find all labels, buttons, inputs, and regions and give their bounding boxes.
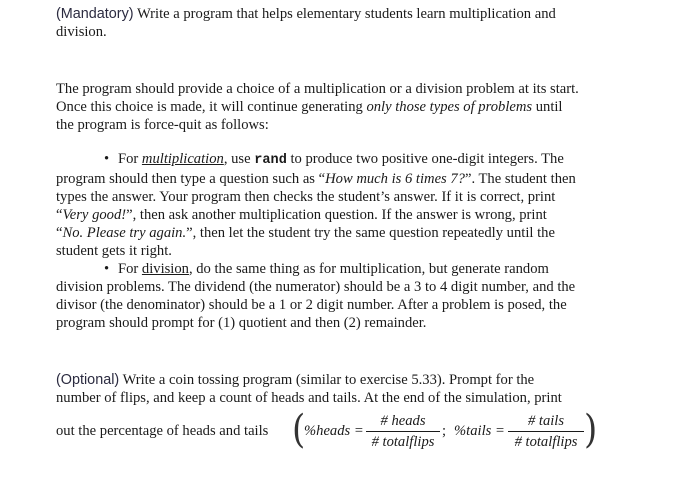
- paragraph-line1: The program should provide a choice of a multiplication or a division problem at its start.: [56, 81, 579, 97]
- description-paragraph: [56, 80, 646, 134]
- div-line2: division problems. The dividend (the numerator) should be a 3 to 4 digit number, and the: [56, 279, 576, 295]
- optional-tag: (Optional): [56, 372, 120, 388]
- bullet-dot-icon: •: [104, 151, 110, 167]
- mult-line5-b: ”, then let the student try the same question repeatedly until the: [186, 225, 555, 241]
- paragraph-line2-c: until: [532, 99, 563, 115]
- mult-question: How much is 6 times 7?: [325, 171, 465, 187]
- formula-heads-numerator: # heads: [366, 412, 440, 432]
- formula-tails-fraction: [508, 412, 584, 451]
- mult-line3: types the answer. Your program then checks the student’s answer. If it is correct, print: [56, 189, 556, 205]
- mult-line6: student gets it right.: [56, 243, 172, 259]
- div-line1-end: , do the same thing as for multiplication, but generate random: [188, 261, 549, 277]
- paragraph-line2-a: Once this choice is made, it will continue generating: [56, 99, 367, 115]
- optional-line2: number of flips, and keep a count of heads and tails. At the end of the simulation, print: [56, 390, 562, 406]
- mult-line4-a: “: [56, 207, 63, 223]
- div-prefix: For: [118, 261, 142, 277]
- mult-very-good: Very good!: [62, 207, 127, 223]
- mult-line2-b: ”. The student then: [464, 171, 576, 187]
- formula-tails-denominator: # totalflips: [514, 434, 578, 450]
- optional-line1: Write a coin tossing program (similar to exercise 5.33). Prompt for the: [122, 372, 535, 388]
- optional-line3: out the percentage of heads and tails: [56, 423, 269, 439]
- div-term: division: [141, 261, 189, 277]
- formula-tails-numerator: # tails: [508, 412, 584, 432]
- mult-line5-a: “: [56, 225, 63, 241]
- mandatory-tag: (Mandatory): [56, 6, 134, 22]
- bullet-multiplication: [56, 150, 646, 170]
- mult-mid: , use: [223, 151, 255, 167]
- formula-tails-lhs: %tails =: [454, 423, 505, 439]
- formula-open-paren: (: [292, 407, 306, 453]
- formula-close-paren: ): [584, 407, 598, 453]
- formula-separator: ;: [442, 423, 447, 439]
- mult-line4-b: ”, then ask another multiplication question. If the answer is wrong, print: [126, 207, 547, 223]
- paragraph-line2-emphasis: only those types of problems: [366, 99, 533, 115]
- mandatory-intro-line1: Write a program that helps elementary students learn multiplication and: [136, 6, 556, 22]
- mult-line1-end: to produce two positive one-digit integers. The: [286, 151, 564, 167]
- bullet-division: [56, 260, 646, 278]
- formula-heads-fraction: [366, 412, 440, 451]
- code-rand: rand: [254, 153, 287, 168]
- bullet-dot-icon: •: [104, 261, 110, 277]
- mandatory-section: [56, 5, 646, 41]
- paragraph-line3: the program is force-quit as follows:: [56, 117, 269, 133]
- mult-prefix: For: [118, 151, 142, 167]
- div-line4: program should prompt for (1) quotient and then (2) remainder.: [56, 315, 427, 331]
- formula-heads-denominator: # totalflips: [371, 434, 435, 450]
- optional-section: [56, 371, 646, 407]
- formula-heads-lhs: %heads =: [304, 423, 364, 439]
- div-line3: divisor (the denominator) should be a 1 or 2 digit number. After a problem is posed, the: [56, 297, 567, 313]
- mult-try-again: No. Please try again.: [62, 225, 187, 241]
- mandatory-intro-line2: division.: [56, 24, 107, 40]
- mult-line2-a: program should then type a question such as “: [56, 171, 326, 187]
- mult-term: multiplication: [141, 151, 224, 167]
- bullet-list: [56, 150, 646, 332]
